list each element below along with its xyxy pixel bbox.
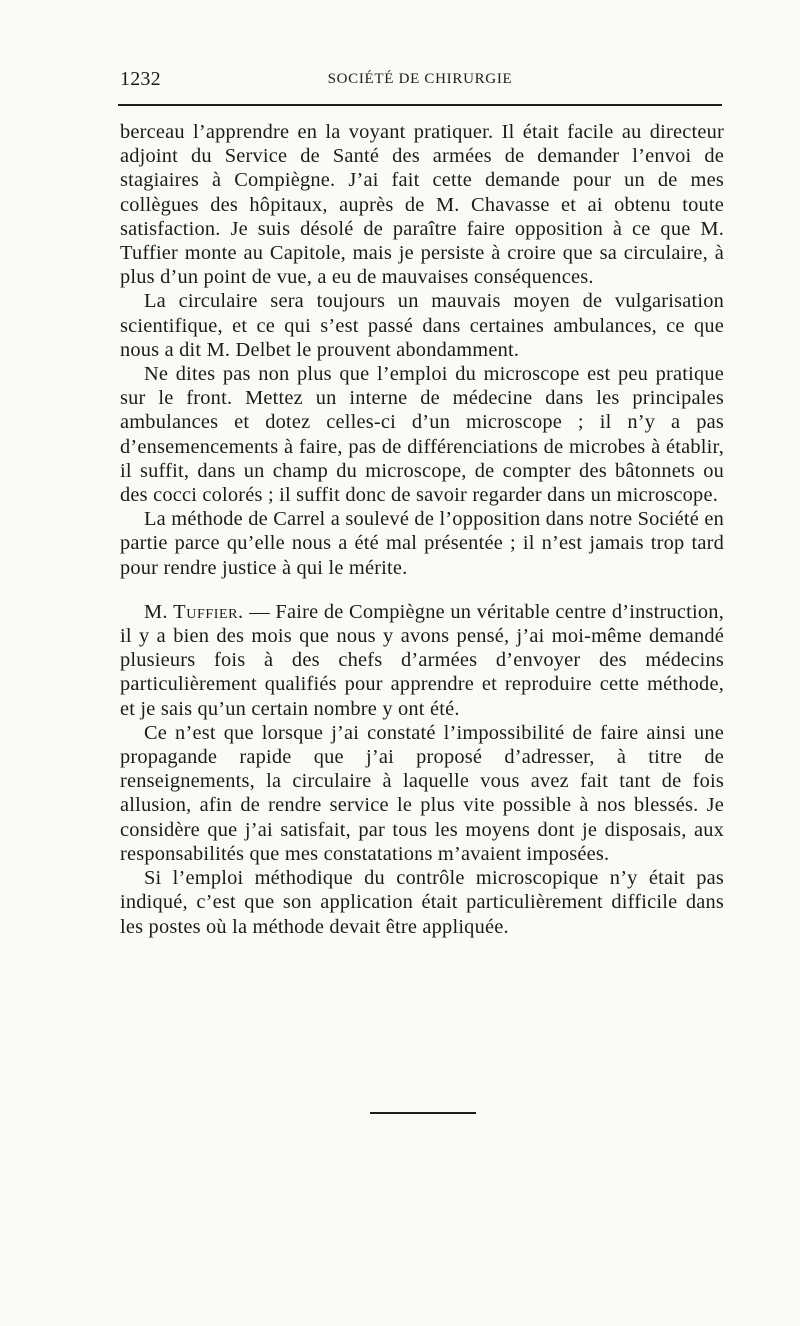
section-end-rule — [370, 1112, 476, 1114]
page-number: 1232 — [120, 68, 161, 90]
body-text — [120, 120, 724, 939]
paragraph: Ne dites pas non plus que l’emploi du microscope est peu pratique sur le front. Mettez un interne de médecine dans les principales ambulances et dotez celles-ci d’un microscope ; il n’y a pas d’ensemencements à faire, pas de différenciations de microbes à établir, il suffit, dans un champ du microscope, de compter des bâtonnets ou des cocci colorés ; il suffit donc de savoir regarder dans un microscope. — [120, 363, 724, 507]
paragraph: La circulaire sera toujours un mauvais moyen de vulgarisation scientifique, et ce qui s’est passé dans certaines ambulances, ce que nous a dit M. Delbet le prouvent abondamment. — [120, 290, 724, 361]
header-rule — [118, 104, 722, 106]
running-title: SOCIÉTÉ DE CHIRURGIE — [327, 71, 513, 87]
speaker-name: Tuffier. — [173, 600, 244, 623]
paragraph: Si l’emploi méthodique du contrôle microscopique n’y était pas indiqué, c’est que son application était particulièrement difficile dans les postes où la méthode devait être appliquée. — [120, 867, 724, 938]
speaker-text: — Faire de Compiègne un véritable centre d’instruction, il y a bien des mois que nous y avons pensé, j’ai moi-même demandé plusieurs fois à des chefs d’armées d’envoyer des médecins particulièrement qualifiés pour apprendre et reproduire cette méthode, et je sais qu’un certain nombre y ont été. — [120, 600, 724, 720]
page-header — [120, 64, 720, 94]
speaker-paragraph — [120, 600, 724, 721]
speaker-prefix: M. — [144, 600, 174, 623]
paragraph: Ce n’est que lorsque j’ai constaté l’impossibilité de faire ainsi une propagande rapide que j’ai proposé d’adresser, à titre de renseignements, la circulaire à laquelle vous avez fait tant de fois allusion, afin de rendre service le plus vite possible à nos blessés. Je considère que j’ai satisfait, par tous les moyens dont je disposais, aux responsabilités que mes constatations m’avaient imposées. — [120, 721, 724, 865]
paragraph: La méthode de Carrel a soulevé de l’opposition dans notre Société en partie parce qu’elle nous a été mal présentée ; il n’est jamais trop tard pour rendre justice à qui le mérite. — [120, 508, 724, 579]
paragraph: berceau l’apprendre en la voyant pratiquer. Il était facile au directeur adjoint du Service de Santé des armées de demander l’envoi de stagiaires à Compiègne. J’ai fait cette demande pour un de mes collègues des hôpitaux, auprès de M. Chavasse et ai obtenu toute satisfaction. Je suis désolé de paraître faire opposition à ce que M. Tuffier monte au Capitole, mais je persiste à croire que sa circulaire, à plus d’un point de vue, a eu de mauvaises conséquences. — [120, 121, 724, 289]
